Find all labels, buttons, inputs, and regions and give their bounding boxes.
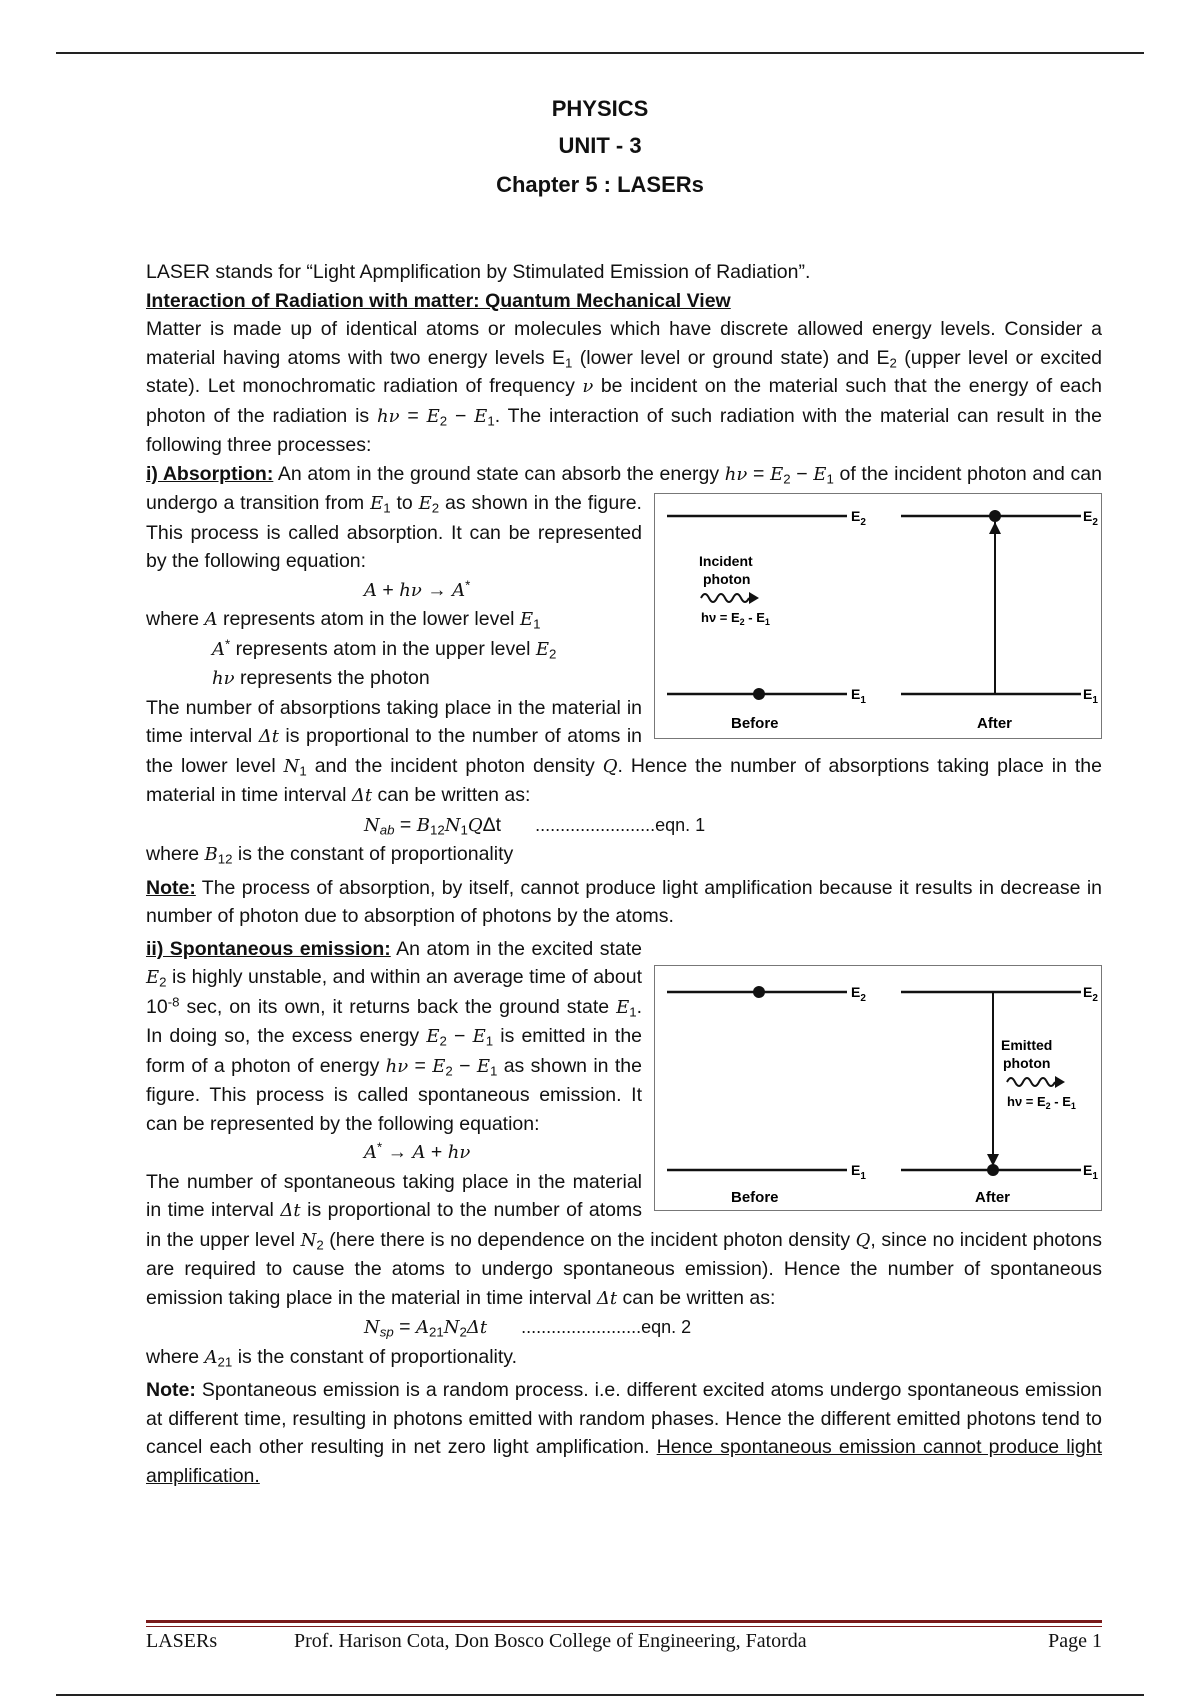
before-atom-excited [753,986,765,998]
before-label: Before [731,1188,779,1206]
absorption-heading: i) Absorption: [146,462,274,485]
after-e2-label: $E_2$ [1083,508,1098,528]
transition-arrowhead-icon [989,522,1001,534]
incident-label-1: Incident [699,553,753,569]
after-atom-excited [989,510,1001,522]
incident-photon-wave-icon [701,594,749,602]
after-atom-ground [987,1164,999,1176]
incident-photon-arrow-icon [749,592,759,604]
emitted-label-1: Emitted [1001,1036,1053,1053]
laser-definition: LASER stands for “Light Apmplification by Stimulated Emission of Radiation”. [146,261,811,283]
spontaneous-heading: ii) Spontaneous emission: [146,937,391,960]
chapter-heading: Chapter 5 : LASERs [496,172,704,197]
before-e1-label: $E_1$ [851,686,866,706]
before-label: Before [731,715,779,732]
emitted-photon-wave-icon [1007,1078,1055,1086]
equation-1: $N_{ab} = B_{12}N_1Q\Delta t$ ........................eqn. 1 [364,813,706,837]
absorption-note: Note: The process of absorption, by itself, cannot produce light amplification because it results in decrease in number of photon due to absorption of photons by the atoms. [146,876,1102,927]
where-line-1: where A represents atom in the lower level $E_1$ [146,608,541,632]
footer-rule-thick [146,1620,1102,1623]
spontaneous-count-paragraph: The number of spontaneous taking place in the material in time interval Δt is proportional to the number of atoms in the upper level $N_2$ (here there is no dependence on the incident photon density Q, since no incident photons are required to cause the atoms to undergo spontaneous emission). Hence the number of spontaneous emission taking place in the material in time interval Δt can be written as: [146,1170,1102,1309]
after-label: After [975,1188,1011,1206]
after-label: After [977,715,1013,732]
spontaneous-constant-line: where $A_{21}$ is the constant of proportionality. [146,1345,517,1369]
incident-label-2: photon [703,571,751,587]
spontaneous-equation: A* → A + hν [364,1139,471,1163]
before-e1-label: $E_1$ [851,1161,866,1182]
bottom-rule [56,1694,1144,1696]
absorption-paragraph: i) Absorption: An atom in the ground state can absorb the energy $h\nu = E_2 - E_1$ of the incident photon and can undergo a transition from $E_2$ $E_2$ Incident photon $h\nu = E_2 - E_1$ $E_1$ $E_1$ Before After $E_1$ to $E_2$ as shown in the figure. This process is called absorption. It can be represented by the following equation: [146,460,1102,576]
where-line-3: hν represents the photon [212,667,430,689]
page-body [146,258,1102,1490]
incident-hv-label: $h\nu = E_2 - E_1$ [701,610,770,627]
after-e1-label: $E_1$ [1083,686,1098,706]
section-heading: Interaction of Radiation with matter: Quantum Mechanical View [146,289,731,312]
equation-2: $N_{sp} = A_{21}N_2\Delta t$ ........................eqn. 2 [364,1316,692,1340]
footer-rule-thin [146,1626,1102,1627]
emitted-photon-arrow-icon [1055,1076,1065,1088]
footer-center: Prof. Harison Cota, Don Bosco College of Engineering, Fatorda [294,1630,807,1652]
absorption-equation: A + hν → A* [364,576,471,601]
emitted-hv-label: $h\nu = E_2 - E_1$ [1007,1093,1076,1111]
top-rule [56,52,1144,54]
absorption-constant-line: where $B_{12}$ is the constant of proportionality [146,843,514,867]
footer-page-number: Page 1 [1048,1630,1102,1652]
where-line-2: A* represents atom in the upper level $E_2$ [212,635,557,661]
subject-heading: PHYSICS [551,96,649,121]
before-e2-label: $E_2$ [851,508,866,528]
page-footer [146,1630,1102,1658]
absorption-count-paragraph: The number of absorptions taking place in the material in time interval Δt is proportional to the number of atoms in the lower level $N_1$ and the incident photon density Q. Hence the number of absorptions taking place in the material in time interval Δt can be written as: [146,696,1102,806]
before-atom-ground [753,688,765,700]
emitted-label-2: photon [1003,1054,1051,1071]
intro-paragraph: Matter is made up of identical atoms or molecules which have discrete allowed energy levels. Consider a material having atoms with two energy levels $E_1$ (lower level or ground state) and $E_2$ (upper level or excited state). Let monochromatic radiation of frequency ν be incident on the material such that the energy of each photon of the radiation is $h\nu = E_2 - E_1$. The interaction of such radiation with the material can result in the following three processes: [146,318,1102,456]
after-e2-label: $E_2$ [1083,983,1098,1004]
before-e2-label: $E_2$ [851,983,866,1004]
absorption-figure [654,493,1102,739]
unit-heading: UNIT - 3 [558,133,642,158]
spontaneous-figure [654,965,1102,1211]
spontaneous-paragraph: ii) Spontaneous emission: $E_2$ $E_2$ Emitted photon $h\nu = E_2 - E_1$ $E_1$ $E_1$ Before After An atom in the excited state $E_2$ is highly unstable, and within an average time of about $10^{-8}$ sec, on its own, it returns back the ground state $E_1$. In doing so, the excess energy $E_2 - E_1$ is emitted in the form of a photon of energy $h\nu = E_2 - E_1$ as shown in the figure. This process is called spontaneous emission. It can be represented by the following equation: [146,935,1102,1139]
after-e1-label: $E_1$ [1083,1161,1098,1182]
footer-left: LASERs [146,1630,218,1652]
spontaneous-note: Note: Spontaneous emission is a random process. i.e. different excited atoms undergo spontaneous emission at different time, resulting in photons emitted with random phases. Hence the different emitted photons tend to cancel each other resulting in net zero light amplification. Hence spontaneous emission cannot produce light amplification. [146,1379,1102,1487]
